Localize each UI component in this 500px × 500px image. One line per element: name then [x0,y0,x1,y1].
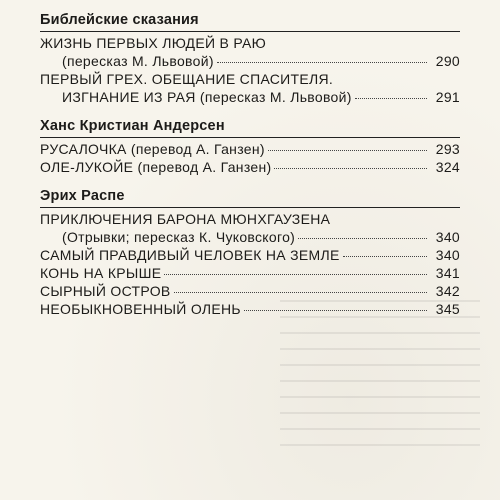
section-author-heading: Эрих Распе [40,188,125,204]
dot-leader [355,98,427,99]
entry-title: КОНЬ НА КРЫШЕ [40,265,162,281]
entry-final-line [40,158,460,176]
toc-entry [40,158,460,176]
page-number: 342 [435,283,460,299]
page-number: 345 [435,301,460,317]
dot-leader [298,238,427,239]
entry-title: (Отрывки; пересказ К. Чуковского) [62,229,296,245]
toc-section [40,10,460,106]
toc-entry [40,264,460,282]
section-author-heading: Библейские сказания [40,12,199,28]
toc-section [40,186,460,318]
toc-entry [40,140,460,158]
entry-final-line [40,228,460,246]
entry-title-line: ЖИЗНЬ ПЕРВЫХ ЛЮДЕЙ В РАЮ [40,35,267,51]
toc-entry [40,34,460,70]
page-number: 340 [435,247,460,263]
entry-title: РУСАЛОЧКА (перевод А. Ганзен) [40,141,265,157]
dot-leader [164,274,427,275]
entry-final-line [40,264,460,282]
toc-entry [40,300,460,318]
heading-rule [40,137,460,138]
show-through-text [280,300,480,490]
page-number: 341 [435,265,460,281]
page-number: 290 [435,53,460,69]
entry-title: СЫРНЫЙ ОСТРОВ [40,283,171,299]
page-number: 340 [435,229,460,245]
toc-entry [40,246,460,264]
toc-entry [40,210,460,246]
entry-final-line [40,246,460,264]
toc-entry [40,70,460,106]
dot-leader [174,292,427,293]
dot-leader [217,62,427,63]
entry-final-line [40,52,460,70]
entry-final-line [40,88,460,106]
entry-title: (пересказ М. Львовой) [62,53,214,69]
entry-title: ОЛЕ-ЛУКОЙЕ (перевод А. Ганзен) [40,159,272,175]
heading-rule [40,31,460,32]
page-number: 293 [435,141,460,157]
dot-leader [274,168,427,169]
entry-title: НЕОБЫКНОВЕННЫЙ ОЛЕНЬ [40,301,241,317]
dot-leader [268,150,427,151]
table-of-contents [40,10,460,328]
entry-final-line [40,140,460,158]
entry-title-line: ПРИКЛЮЧЕНИЯ БАРОНА МЮНХГАУЗЕНА [40,211,331,227]
dot-leader [244,310,427,311]
toc-section [40,116,460,176]
entry-title-line: ПЕРВЫЙ ГРЕХ. ОБЕЩАНИЕ СПАСИТЕЛЯ. [40,71,334,87]
section-author-heading: Ханс Кристиан Андерсен [40,118,225,134]
entry-title: САМЫЙ ПРАВДИВЫЙ ЧЕЛОВЕК НА ЗЕМЛЕ [40,247,340,263]
page-number: 291 [435,89,460,105]
dot-leader [343,256,427,257]
toc-entry [40,282,460,300]
entry-final-line [40,282,460,300]
entry-final-line [40,300,460,318]
entry-title: ИЗГНАНИЕ ИЗ РАЯ (пересказ М. Львовой) [62,89,352,105]
page-number: 324 [435,159,460,175]
heading-rule [40,207,460,208]
